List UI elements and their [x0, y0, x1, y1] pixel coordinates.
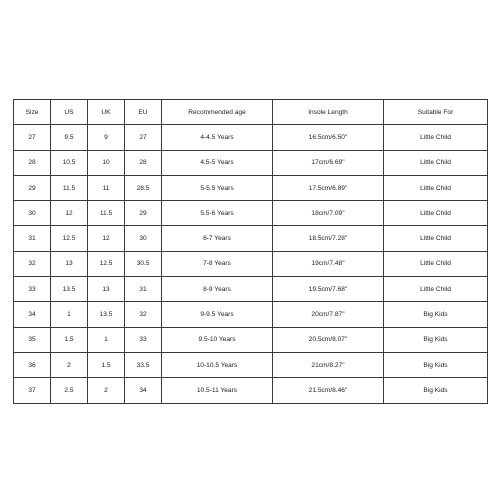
- cell-eu: 28: [125, 150, 162, 175]
- cell-insole-length: 16.5cm/6.50": [273, 125, 384, 150]
- cell-size: 29: [14, 175, 51, 200]
- table-row: [14, 150, 488, 175]
- cell-eu: 30.5: [125, 251, 162, 276]
- cell-eu: 29: [125, 201, 162, 226]
- cell-us: 2: [51, 352, 88, 377]
- cell-insole-length: 20cm/7.87": [273, 302, 384, 327]
- size-chart-table: [13, 99, 488, 404]
- cell-size: 35: [14, 327, 51, 352]
- cell-recommended-age: 6-7 Years: [162, 226, 273, 251]
- cell-uk: 2: [88, 378, 125, 403]
- header-row: [14, 100, 488, 125]
- cell-us: 1.5: [51, 327, 88, 352]
- column-header-uk: UK: [88, 100, 125, 125]
- cell-us: 10.5: [51, 150, 88, 175]
- cell-eu: 28.5: [125, 175, 162, 200]
- table-row: [14, 175, 488, 200]
- cell-suitable-for: Little Child: [384, 201, 488, 226]
- cell-us: 9.5: [51, 125, 88, 150]
- table-body: [14, 125, 488, 403]
- cell-insole-length: 18.5cm/7.28": [273, 226, 384, 251]
- cell-recommended-age: 8-9 Years: [162, 277, 273, 302]
- cell-suitable-for: Little Child: [384, 175, 488, 200]
- cell-recommended-age: 9-9.5 Years: [162, 302, 273, 327]
- cell-uk: 12: [88, 226, 125, 251]
- cell-uk: 1: [88, 327, 125, 352]
- table-row: [14, 226, 488, 251]
- cell-recommended-age: 10.5-11 Years: [162, 378, 273, 403]
- cell-size: 33: [14, 277, 51, 302]
- cell-recommended-age: 5.5-6 Years: [162, 201, 273, 226]
- cell-eu: 33: [125, 327, 162, 352]
- column-header-eu: EU: [125, 100, 162, 125]
- table-header: [14, 100, 488, 125]
- cell-size: 27: [14, 125, 51, 150]
- cell-insole-length: 19.5cm/7.68": [273, 277, 384, 302]
- cell-insole-length: 18cm/7.09": [273, 201, 384, 226]
- cell-eu: 27: [125, 125, 162, 150]
- cell-uk: 13: [88, 277, 125, 302]
- table-row: [14, 125, 488, 150]
- table-row: [14, 201, 488, 226]
- cell-eu: 31: [125, 277, 162, 302]
- cell-suitable-for: Big Kids: [384, 327, 488, 352]
- cell-insole-length: 21cm/8.27": [273, 352, 384, 377]
- cell-size: 36: [14, 352, 51, 377]
- table-row: [14, 277, 488, 302]
- cell-recommended-age: 5-5.5 Years: [162, 175, 273, 200]
- cell-recommended-age: 4-4.5 Years: [162, 125, 273, 150]
- column-header-size: Size: [14, 100, 51, 125]
- cell-eu: 33.5: [125, 352, 162, 377]
- cell-eu: 30: [125, 226, 162, 251]
- cell-us: 12: [51, 201, 88, 226]
- cell-uk: 1.5: [88, 352, 125, 377]
- cell-uk: 12.5: [88, 251, 125, 276]
- cell-insole-length: 20.5cm/8.07": [273, 327, 384, 352]
- cell-suitable-for: Big Kids: [384, 352, 488, 377]
- table-row: [14, 302, 488, 327]
- cell-size: 30: [14, 201, 51, 226]
- cell-recommended-age: 4.5-5 Years: [162, 150, 273, 175]
- cell-recommended-age: 10-10.5 Years: [162, 352, 273, 377]
- cell-size: 32: [14, 251, 51, 276]
- cell-insole-length: 17cm/6.69": [273, 150, 384, 175]
- cell-eu: 34: [125, 378, 162, 403]
- cell-suitable-for: Little Child: [384, 277, 488, 302]
- cell-uk: 11.5: [88, 201, 125, 226]
- cell-suitable-for: Little Child: [384, 251, 488, 276]
- cell-insole-length: 17.5cm/6.89": [273, 175, 384, 200]
- column-header-suitable-for: Suitable For: [384, 100, 488, 125]
- table-row: [14, 352, 488, 377]
- cell-us: 11.5: [51, 175, 88, 200]
- cell-suitable-for: Little Child: [384, 226, 488, 251]
- column-header-us: US: [51, 100, 88, 125]
- cell-size: 34: [14, 302, 51, 327]
- cell-suitable-for: Big Kids: [384, 302, 488, 327]
- column-header-insole-length: Insole Length: [273, 100, 384, 125]
- cell-us: 13.5: [51, 277, 88, 302]
- cell-us: 2.5: [51, 378, 88, 403]
- cell-insole-length: 21.5cm/8.46": [273, 378, 384, 403]
- cell-suitable-for: Little Child: [384, 150, 488, 175]
- cell-suitable-for: Little Child: [384, 125, 488, 150]
- cell-recommended-age: 7-8 Years: [162, 251, 273, 276]
- cell-uk: 13.5: [88, 302, 125, 327]
- cell-recommended-age: 9.5-10 Years: [162, 327, 273, 352]
- cell-uk: 11: [88, 175, 125, 200]
- cell-size: 31: [14, 226, 51, 251]
- cell-us: 1: [51, 302, 88, 327]
- cell-size: 37: [14, 378, 51, 403]
- table-row: [14, 251, 488, 276]
- cell-us: 12.5: [51, 226, 88, 251]
- cell-eu: 32: [125, 302, 162, 327]
- cell-insole-length: 19cm/7.48": [273, 251, 384, 276]
- column-header-recommended-age: Recommended age: [162, 100, 273, 125]
- cell-suitable-for: Big Kids: [384, 378, 488, 403]
- cell-uk: 10: [88, 150, 125, 175]
- cell-size: 28: [14, 150, 51, 175]
- cell-uk: 9: [88, 125, 125, 150]
- table-row: [14, 378, 488, 403]
- cell-us: 13: [51, 251, 88, 276]
- table-row: [14, 327, 488, 352]
